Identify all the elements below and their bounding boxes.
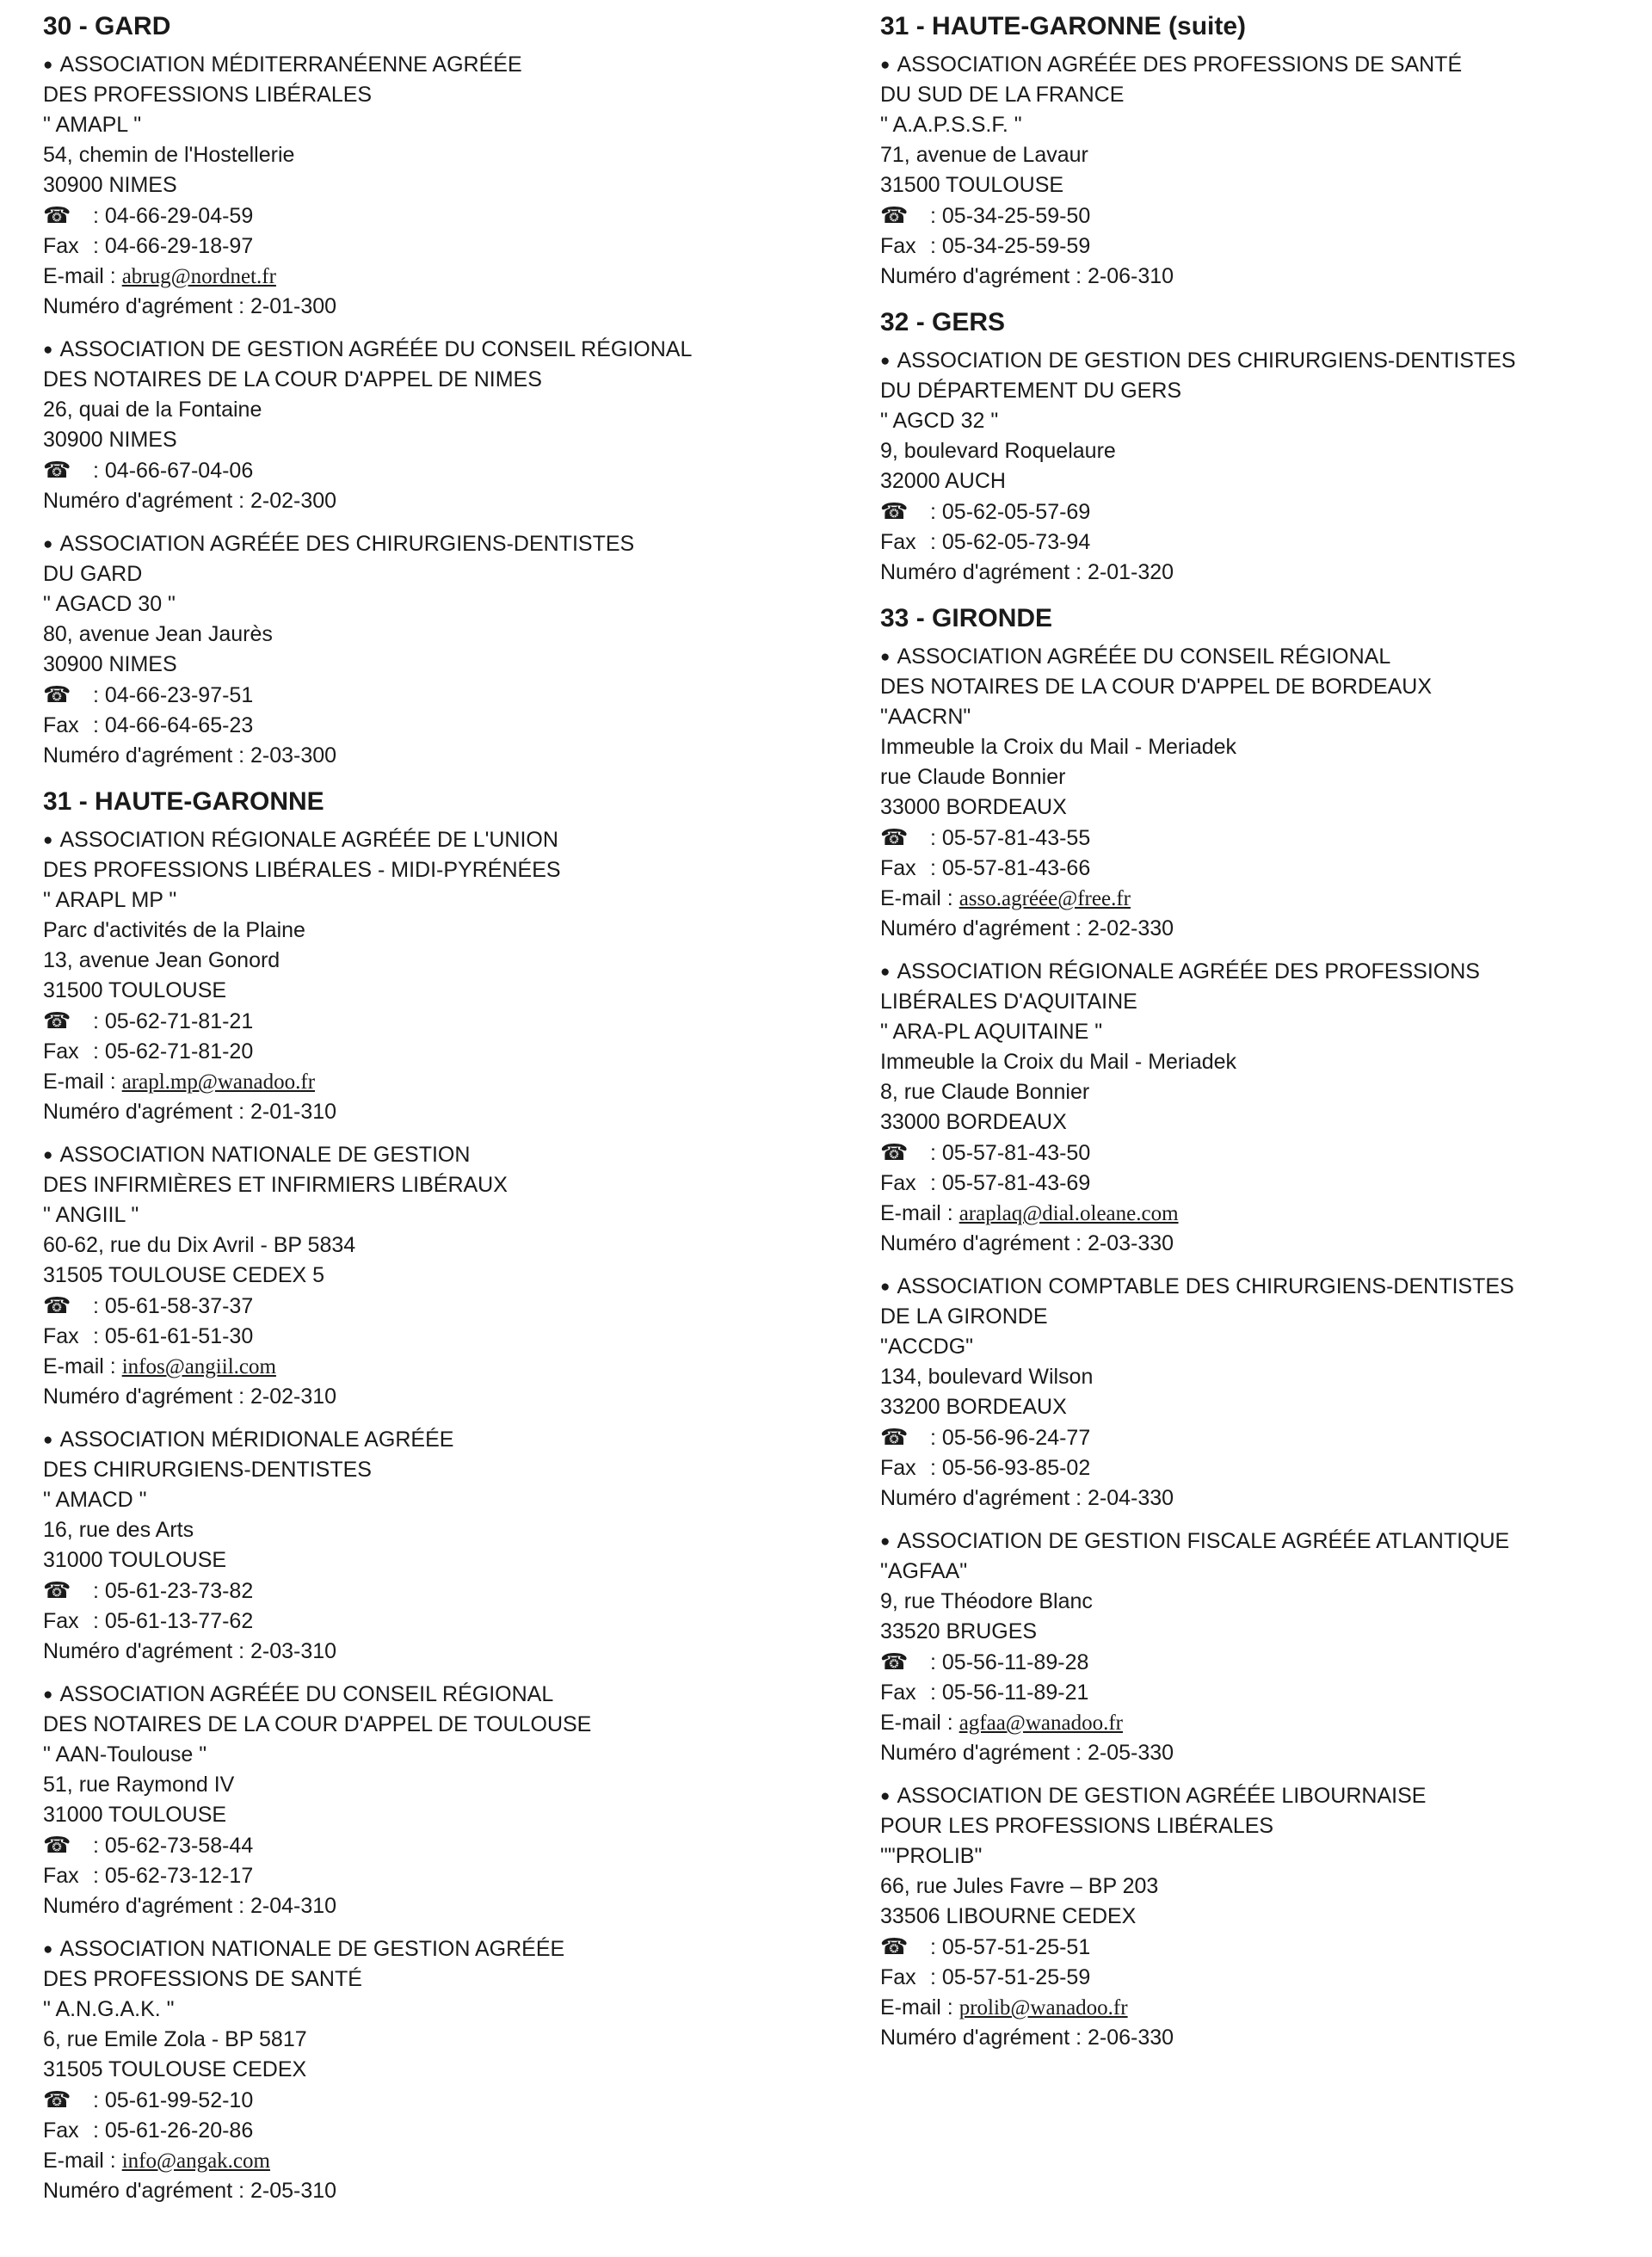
bullet-icon: ● xyxy=(43,1146,53,1164)
address-line: rue Claude Bonnier xyxy=(880,765,1066,789)
phone-number: : 05-56-96-24-77 xyxy=(930,1426,1091,1450)
association-name: DU SUD DE LA FRANCE xyxy=(880,83,1125,107)
address-line: 8, rue Claude Bonnier xyxy=(880,1080,1090,1104)
email-link[interactable]: infos@angiil.com xyxy=(121,1355,276,1378)
phone-line xyxy=(880,823,1637,854)
phone-line xyxy=(43,1830,835,1861)
address-line: 66, rue Jules Favre – BP 203 xyxy=(880,1874,1159,1898)
association-name-line xyxy=(880,1811,1637,1841)
agrement-number: Numéro d'agrément : 2-05-330 xyxy=(880,1741,1174,1765)
fax-label: Fax xyxy=(43,1609,79,1633)
phone-line xyxy=(880,496,1637,527)
association-entry xyxy=(880,346,1637,588)
phone-icon: ☎ xyxy=(880,1649,909,1674)
address-line: 33506 LIBOURNE CEDEX xyxy=(880,1904,1137,1928)
association-name: ASSOCIATION AGRÉÉE DU CONSEIL RÉGIONAL xyxy=(59,1682,554,1706)
phone-number: : 05-62-73-58-44 xyxy=(93,1834,254,1858)
fax-label: Fax xyxy=(880,1456,916,1480)
association-acronym: " ANGIIL " xyxy=(43,1203,139,1227)
phone-icon: ☎ xyxy=(880,1424,909,1450)
bullet-icon: ● xyxy=(880,352,891,370)
phone-icon: ☎ xyxy=(880,1933,909,1959)
agrement-number: Numéro d'agrément : 2-04-330 xyxy=(880,1486,1174,1510)
agrement-number: Numéro d'agrément : 2-01-300 xyxy=(43,294,337,318)
fax-line xyxy=(43,1606,835,1637)
phone-line xyxy=(43,2085,835,2116)
department-title: 30 - GARD xyxy=(43,12,171,40)
fax-number: : 05-62-05-73-94 xyxy=(930,530,1091,554)
address-line: Parc d'activités de la Plaine xyxy=(43,918,305,942)
association-name: DU DÉPARTEMENT DU GERS xyxy=(880,379,1182,403)
email-line xyxy=(880,1199,1637,1229)
phone-number: : 05-34-25-59-50 xyxy=(930,204,1091,228)
association-name-line xyxy=(43,1964,835,1995)
phone-icon: ☎ xyxy=(43,1292,71,1318)
phone-line xyxy=(43,1006,835,1037)
association-name: ASSOCIATION RÉGIONALE AGRÉÉE DES PROFESSIONS xyxy=(897,959,1480,984)
department-section xyxy=(880,9,1637,292)
association-name-line xyxy=(43,50,835,80)
bullet-icon: ● xyxy=(43,831,53,849)
phone-line xyxy=(43,680,835,711)
email-link[interactable]: info@angak.com xyxy=(121,2149,270,2173)
association-name-line xyxy=(880,50,1637,80)
bullet-icon: ● xyxy=(880,648,891,666)
phone-number: : 05-61-99-52-10 xyxy=(93,2088,254,2112)
fax-label: Fax xyxy=(880,1171,916,1195)
agrement-number: Numéro d'agrément : 2-02-310 xyxy=(43,1384,337,1409)
association-name: DE LA GIRONDE xyxy=(880,1304,1048,1329)
association-entry xyxy=(43,50,835,322)
association-name-line xyxy=(43,1680,835,1710)
fax-label: Fax xyxy=(43,2118,79,2143)
association-name-line xyxy=(43,1934,835,1964)
phone-number: : 05-57-51-25-51 xyxy=(930,1935,1091,1959)
agrement-number: Numéro d'agrément : 2-03-330 xyxy=(880,1231,1174,1255)
email-label: E-mail : xyxy=(880,1201,959,1225)
agrement-number: Numéro d'agrément : 2-04-310 xyxy=(43,1894,337,1918)
bullet-icon: ● xyxy=(880,963,891,981)
association-name: DES NOTAIRES DE LA COUR D'APPEL DE NIMES xyxy=(43,367,542,392)
association-name: DES PROFESSIONS LIBÉRALES xyxy=(43,83,373,107)
phone-number: : 05-62-05-57-69 xyxy=(930,500,1091,524)
association-name-line xyxy=(43,1710,835,1740)
fax-number: : 05-61-61-51-30 xyxy=(93,1324,254,1348)
association-entry xyxy=(43,1934,835,2206)
fax-number: : 05-61-13-77-62 xyxy=(93,1609,254,1633)
agrement-number: Numéro d'agrément : 2-01-320 xyxy=(880,560,1174,584)
address-line: 31505 TOULOUSE CEDEX xyxy=(43,2057,307,2081)
association-acronym: " ARA-PL AQUITAINE " xyxy=(880,1020,1103,1044)
association-name-line xyxy=(880,957,1637,987)
department-title: 31 - HAUTE-GARONNE (suite) xyxy=(880,12,1247,40)
address-line: 33200 BORDEAUX xyxy=(880,1395,1067,1419)
email-link[interactable]: asso.agréée@free.fr xyxy=(959,887,1131,910)
bullet-icon: ● xyxy=(43,56,53,74)
address-line: 31000 TOULOUSE xyxy=(43,1803,227,1827)
agrement-number: Numéro d'agrément : 2-02-300 xyxy=(43,489,337,513)
fax-label: Fax xyxy=(43,1864,79,1888)
fax-number: : 05-62-71-81-20 xyxy=(93,1039,254,1064)
left-column xyxy=(43,9,835,2219)
association-acronym: " ARAPL MP " xyxy=(43,888,177,912)
email-line xyxy=(43,1352,835,1382)
address-line: 31000 TOULOUSE xyxy=(43,1548,227,1572)
fax-label: Fax xyxy=(43,234,79,258)
agrement-number: Numéro d'agrément : 2-05-310 xyxy=(43,2179,337,2203)
fax-number: : 05-56-93-85-02 xyxy=(930,1456,1091,1480)
association-name: ASSOCIATION DE GESTION AGRÉÉE DU CONSEIL RÉGIONAL xyxy=(59,337,693,361)
email-line xyxy=(880,1708,1637,1738)
fax-number: : 05-62-73-12-17 xyxy=(93,1864,254,1888)
association-acronym: " AMACD " xyxy=(43,1488,147,1512)
address-line: 51, rue Raymond IV xyxy=(43,1773,235,1797)
phone-number: : 04-66-67-04-06 xyxy=(93,459,254,483)
association-name: ASSOCIATION DE GESTION AGRÉÉE LIBOURNAISE xyxy=(897,1784,1427,1808)
fax-line xyxy=(880,231,1637,262)
department-section xyxy=(43,784,835,2206)
association-name: ASSOCIATION MÉDITERRANÉENNE AGRÉÉE xyxy=(59,52,522,77)
association-name: POUR LES PROFESSIONS LIBÉRALES xyxy=(880,1814,1274,1838)
phone-line xyxy=(880,1138,1637,1169)
phone-line xyxy=(43,1576,835,1606)
phone-line xyxy=(880,1647,1637,1678)
association-name: LIBÉRALES D'AQUITAINE xyxy=(880,990,1137,1014)
association-acronym: "AACRN" xyxy=(880,705,971,729)
department-title: 33 - GIRONDE xyxy=(880,604,1053,632)
phone-number: : 04-66-29-04-59 xyxy=(93,204,254,228)
phone-line xyxy=(880,1932,1637,1963)
association-name: ASSOCIATION AGRÉÉE DU CONSEIL RÉGIONAL xyxy=(897,644,1391,669)
association-entry xyxy=(880,1526,1637,1768)
fax-label: Fax xyxy=(880,1965,916,1989)
association-name: ASSOCIATION AGRÉÉE DES CHIRURGIENS-DENTISTES xyxy=(59,532,635,556)
address-line: 33520 BRUGES xyxy=(880,1619,1038,1643)
email-link[interactable]: prolib@wanadoo.fr xyxy=(959,1996,1128,2020)
association-name-line xyxy=(43,855,835,885)
fax-number: : 05-57-51-25-59 xyxy=(930,1965,1091,1989)
phone-icon: ☎ xyxy=(880,498,909,524)
fax-label: Fax xyxy=(880,530,916,554)
association-name-line xyxy=(880,1272,1637,1302)
fax-number: : 05-61-26-20-86 xyxy=(93,2118,254,2143)
phone-number: : 05-61-58-37-37 xyxy=(93,1294,254,1318)
association-name: ASSOCIATION COMPTABLE DES CHIRURGIENS-DENTISTES xyxy=(897,1274,1514,1298)
association-acronym: " A.N.G.A.K. " xyxy=(43,1997,175,2021)
phone-icon: ☎ xyxy=(43,1008,71,1033)
fax-number: : 05-34-25-59-59 xyxy=(930,234,1091,258)
phone-line xyxy=(43,200,835,231)
phone-icon: ☎ xyxy=(43,1577,71,1603)
phone-icon: ☎ xyxy=(43,202,71,228)
phone-number: : 04-66-23-97-51 xyxy=(93,683,254,707)
email-line xyxy=(43,2146,835,2176)
association-name: ASSOCIATION RÉGIONALE AGRÉÉE DE L'UNION xyxy=(59,828,558,852)
bullet-icon: ● xyxy=(43,535,53,553)
phone-line xyxy=(880,200,1637,231)
association-entry xyxy=(880,1781,1637,2053)
fax-line xyxy=(880,1963,1637,1993)
association-entry xyxy=(43,1140,835,1412)
bullet-icon: ● xyxy=(43,341,53,359)
association-name-line xyxy=(43,1170,835,1200)
association-name-line xyxy=(880,80,1637,110)
address-line: 6, rue Emile Zola - BP 5817 xyxy=(43,2027,307,2051)
association-name-line xyxy=(880,987,1637,1017)
association-name-line xyxy=(880,642,1637,672)
association-name: ASSOCIATION NATIONALE DE GESTION xyxy=(59,1143,471,1167)
fax-line xyxy=(43,1037,835,1067)
association-name: ASSOCIATION DE GESTION FISCALE AGRÉÉE ATLANTIQUE xyxy=(897,1529,1510,1553)
association-acronym: " AGACD 30 " xyxy=(43,592,176,616)
email-label: E-mail : xyxy=(43,1354,122,1378)
fax-number: : 05-56-11-89-21 xyxy=(930,1680,1089,1705)
email-label: E-mail : xyxy=(43,264,122,288)
fax-label: Fax xyxy=(43,713,79,737)
association-name-line xyxy=(880,1302,1637,1332)
association-entry xyxy=(43,1425,835,1667)
association-name-line xyxy=(43,365,835,395)
email-label: E-mail : xyxy=(880,886,959,910)
phone-line xyxy=(43,455,835,486)
agrement-number: Numéro d'agrément : 2-02-330 xyxy=(880,916,1174,940)
phone-number: : 05-57-81-43-50 xyxy=(930,1141,1091,1165)
association-entry xyxy=(880,957,1637,1259)
association-name: ASSOCIATION DE GESTION DES CHIRURGIENS-DENTISTES xyxy=(897,348,1516,373)
association-name-line xyxy=(43,1140,835,1170)
address-line: 32000 AUCH xyxy=(880,469,1006,493)
association-name: ASSOCIATION AGRÉÉE DES PROFESSIONS DE SANTÉ xyxy=(897,52,1463,77)
bullet-icon: ● xyxy=(43,1431,53,1449)
association-entry xyxy=(880,642,1637,944)
fax-number: : 05-57-81-43-69 xyxy=(930,1171,1091,1195)
agrement-number: Numéro d'agrément : 2-03-310 xyxy=(43,1639,337,1663)
association-acronym: " AGCD 32 " xyxy=(880,409,999,433)
agrement-number: Numéro d'agrément : 2-06-310 xyxy=(880,264,1174,288)
fax-line xyxy=(43,231,835,262)
department-section xyxy=(43,9,835,771)
association-name-line xyxy=(880,346,1637,376)
email-line xyxy=(880,1993,1637,2023)
email-link[interactable]: agfaa@wanadoo.fr xyxy=(959,1711,1123,1735)
right-column xyxy=(880,9,1637,2066)
fax-line xyxy=(880,1678,1637,1708)
fax-line xyxy=(43,1322,835,1352)
fax-label: Fax xyxy=(43,1324,79,1348)
address-line: 9, rue Théodore Blanc xyxy=(880,1589,1093,1613)
address-line: 54, chemin de l'Hostellerie xyxy=(43,143,295,167)
association-name: ASSOCIATION NATIONALE DE GESTION AGRÉÉE xyxy=(59,1937,565,1961)
bullet-icon: ● xyxy=(880,56,891,74)
fax-number: : 04-66-29-18-97 xyxy=(93,234,254,258)
association-entry xyxy=(43,825,835,1127)
association-acronym: " AAN-Toulouse " xyxy=(43,1742,207,1767)
association-name: DU GARD xyxy=(43,562,143,586)
association-entry xyxy=(880,1272,1637,1514)
fax-line xyxy=(43,711,835,741)
fax-line xyxy=(880,854,1637,884)
bullet-icon: ● xyxy=(880,1532,891,1551)
bullet-icon: ● xyxy=(43,1940,53,1958)
address-line: 26, quai de la Fontaine xyxy=(43,398,262,422)
association-acronym: "ACCDG" xyxy=(880,1335,974,1359)
phone-icon: ☎ xyxy=(880,202,909,228)
address-line: 60-62, rue du Dix Avril - BP 5834 xyxy=(43,1233,356,1257)
phone-icon: ☎ xyxy=(43,1832,71,1858)
association-name-line xyxy=(43,825,835,855)
address-line: 9, boulevard Roquelaure xyxy=(880,439,1116,463)
phone-icon: ☎ xyxy=(43,2087,71,2112)
association-name-line xyxy=(43,529,835,559)
fax-line xyxy=(43,1861,835,1891)
association-name: DES PROFESSIONS DE SANTÉ xyxy=(43,1967,362,1991)
association-name-line xyxy=(880,672,1637,702)
phone-icon: ☎ xyxy=(880,1139,909,1165)
fax-line xyxy=(880,1453,1637,1483)
agrement-number: Numéro d'agrément : 2-06-330 xyxy=(880,2026,1174,2050)
address-line: 30900 NIMES xyxy=(43,428,177,452)
address-line: Immeuble la Croix du Mail - Meriadek xyxy=(880,735,1237,759)
email-line xyxy=(43,262,835,292)
association-acronym: " AMAPL " xyxy=(43,113,142,137)
address-line: 71, avenue de Lavaur xyxy=(880,143,1088,167)
address-line: 30900 NIMES xyxy=(43,652,177,676)
association-entry xyxy=(43,335,835,516)
fax-number: : 05-57-81-43-66 xyxy=(930,856,1091,880)
address-line: Immeuble la Croix du Mail - Meriadek xyxy=(880,1050,1237,1074)
association-name: DES PROFESSIONS LIBÉRALES - MIDI-PYRÉNÉES xyxy=(43,858,561,882)
address-line: 31500 TOULOUSE xyxy=(880,173,1064,197)
bullet-icon: ● xyxy=(43,1686,53,1704)
fax-label: Fax xyxy=(43,1039,79,1064)
agrement-number: Numéro d'agrément : 2-03-300 xyxy=(43,743,337,768)
association-name-line xyxy=(43,1455,835,1485)
association-name-line xyxy=(43,559,835,589)
department-title: 32 - GERS xyxy=(880,308,1006,336)
association-name: ASSOCIATION MÉRIDIONALE AGRÉÉE xyxy=(59,1428,454,1452)
phone-number: : 05-62-71-81-21 xyxy=(93,1009,254,1033)
email-line xyxy=(43,1067,835,1097)
email-line xyxy=(880,884,1637,914)
association-entry xyxy=(880,50,1637,292)
association-name-line xyxy=(880,376,1637,406)
email-label: E-mail : xyxy=(880,1711,959,1735)
phone-number: : 05-61-23-73-82 xyxy=(93,1579,254,1603)
email-label: E-mail : xyxy=(43,2149,122,2173)
agrement-number: Numéro d'agrément : 2-01-310 xyxy=(43,1100,337,1124)
association-acronym: "AGFAA" xyxy=(880,1559,968,1583)
phone-icon: ☎ xyxy=(880,824,909,850)
phone-number: : 05-57-81-43-55 xyxy=(930,826,1091,850)
fax-label: Fax xyxy=(880,856,916,880)
association-entry xyxy=(43,529,835,771)
phone-number: : 05-56-11-89-28 xyxy=(930,1650,1089,1674)
association-name-line xyxy=(43,80,835,110)
address-line: 31505 TOULOUSE CEDEX 5 xyxy=(43,1263,325,1287)
department-section xyxy=(880,305,1637,588)
bullet-icon: ● xyxy=(880,1278,891,1296)
fax-label: Fax xyxy=(880,1680,916,1705)
fax-line xyxy=(880,1169,1637,1199)
department-section xyxy=(880,601,1637,2053)
association-name: DES CHIRURGIENS-DENTISTES xyxy=(43,1458,372,1482)
email-label: E-mail : xyxy=(880,1995,959,2020)
email-link[interactable]: abrug@nordnet.fr xyxy=(121,265,276,288)
address-line: 13, avenue Jean Gonord xyxy=(43,948,280,972)
email-link[interactable]: arapl.mp@wanadoo.fr xyxy=(121,1070,316,1094)
association-name-line xyxy=(43,1425,835,1455)
association-acronym: " A.A.P.S.S.F. " xyxy=(880,113,1022,137)
address-line: 16, rue des Arts xyxy=(43,1518,194,1542)
association-name-line xyxy=(880,1526,1637,1557)
address-line: 33000 BORDEAUX xyxy=(880,1110,1067,1134)
fax-line xyxy=(43,2116,835,2146)
phone-line xyxy=(43,1291,835,1322)
address-line: 30900 NIMES xyxy=(43,173,177,197)
fax-line xyxy=(880,527,1637,558)
phone-icon: ☎ xyxy=(43,457,71,483)
fax-number: : 04-66-64-65-23 xyxy=(93,713,254,737)
address-line: 134, boulevard Wilson xyxy=(880,1365,1094,1389)
bullet-icon: ● xyxy=(880,1787,891,1805)
address-line: 31500 TOULOUSE xyxy=(43,978,227,1002)
fax-label: Fax xyxy=(880,234,916,258)
address-line: 80, avenue Jean Jaurès xyxy=(43,622,273,646)
association-name: DES NOTAIRES DE LA COUR D'APPEL DE BORDEAUX xyxy=(880,675,1433,699)
address-line: 33000 BORDEAUX xyxy=(880,795,1067,819)
association-entry xyxy=(43,1680,835,1921)
association-name-line xyxy=(43,335,835,365)
email-link[interactable]: araplaq@dial.oleane.com xyxy=(959,1202,1179,1225)
association-name: DES INFIRMIÈRES ET INFIRMIERS LIBÉRAUX xyxy=(43,1173,508,1197)
association-name: DES NOTAIRES DE LA COUR D'APPEL DE TOULOUSE xyxy=(43,1712,592,1736)
email-label: E-mail : xyxy=(43,1070,122,1094)
department-title: 31 - HAUTE-GARONNE xyxy=(43,787,324,816)
association-name-line xyxy=(880,1781,1637,1811)
association-acronym: ""PROLIB" xyxy=(880,1844,983,1868)
phone-line xyxy=(880,1422,1637,1453)
phone-icon: ☎ xyxy=(43,681,71,707)
